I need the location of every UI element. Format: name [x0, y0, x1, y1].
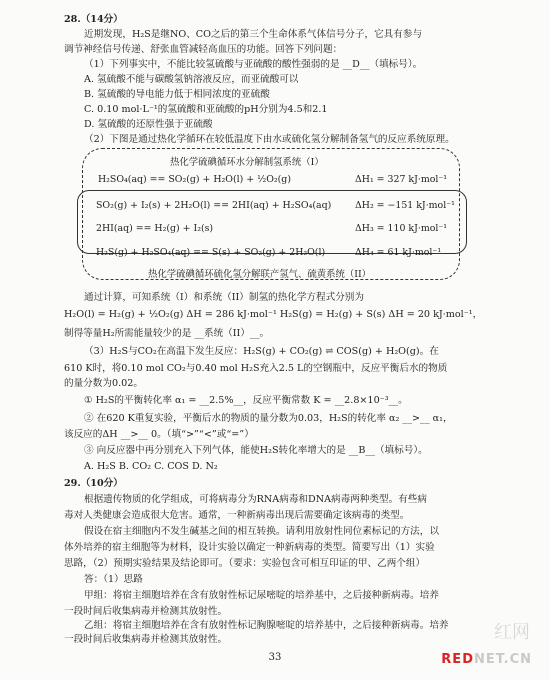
text-line: 调节神经信号传递、舒张血管减轻高血压的功能。回答下列问题： [64, 44, 343, 55]
watermark-rest: NET.CN [473, 652, 532, 667]
text-line: 假设在宿主细胞内不发生碱基之间的相互转换。请利用放射性同位素标记的方法，以 [84, 526, 439, 537]
text-line: 该反应的ΔH __>__ 0。（填“>”“<”或“=”） [64, 429, 254, 440]
question-28-heading: 28.（14分） [64, 14, 123, 25]
enthalpy-4: ΔH₄ = 61 kJ·mol⁻¹ [355, 247, 442, 258]
watermark-logo [441, 652, 532, 667]
question-line: （2）下图是通过热化学循环在较低温度下由水或硫化氢分解制备氢气的反应系统原理。 [84, 134, 455, 145]
text-line: 通过计算，可知系统（I）和系统（II）制氢的热化学方程式分别为 [84, 292, 364, 303]
system-2-label: 热化学硫碘循环硫化氢分解联产氢气、硫黄系统（II） [148, 269, 372, 280]
answer-line: 一段时间后收集病毒并检测其放射性。 [64, 606, 228, 617]
question-line: （1）下列事实中，不能比较氢硫酸与亚硫酸的酸性强弱的是 __D__（填标号）。 [84, 59, 423, 70]
text-line: 根据遗传物质的化学组成，可将病毒分为RNA病毒和DNA病毒两种类型。有些病 [84, 494, 427, 505]
equation-3: 2HI(aq) == H₂(g) + I₂(s) [96, 223, 214, 234]
sub-question-2: ② 在620 K重复实验，平衡后水的物质的量分数为0.03，H₂S的转化率 α₂ __>__ α₁， [84, 413, 453, 424]
option-c: C. 0.10 mol·L⁻¹的氢硫酸和亚硫酸的pH分别为4.5和2.1 [84, 104, 328, 115]
text-line: 610 K时，将0.10 mol CO₂与0.40 mol H₂S充入2.5 L的空钢瓶中，反应平衡后水的物质 [64, 363, 448, 374]
option-d: D. 氢硫酸的还原性强于亚硫酸 [84, 119, 213, 130]
enthalpy-2: ΔH₂ = −151 kJ·mol⁻¹ [355, 200, 455, 211]
text-line: 毒对人类健康会造成很大危害。通常，一种新病毒出现后需要确定该病毒的类型。 [64, 510, 410, 521]
enthalpy-3: ΔH₃ = 110 kJ·mol⁻¹ [355, 223, 448, 234]
enthalpy-1: ΔH₁ = 327 kJ·mol⁻¹ [355, 174, 448, 185]
text-line: 近期发现，H₂S是继NO、CO之后的第三个生命体系气体信号分子，它具有参与 [84, 29, 423, 40]
option-b: B. 氢硫酸的导电能力低于相同浓度的亚硫酸 [84, 89, 270, 100]
text-line: 体外培养的宿主细胞等为材料，设计实验以确定一种新病毒的类型。简要写出（1）实验 [64, 542, 435, 553]
equation-2: SO₂(g) + I₂(s) + 2H₂O(l) == 2HI(aq) + H₂SO₄(aq) [96, 200, 332, 211]
answer-line: 乙组：将宿主细胞培养在含有放射性标记胸腺嘧啶的培养基中，之后接种新病毒。培养 [84, 620, 449, 631]
page-number: 33 [268, 652, 282, 663]
option-a: A. 氢硫酸不能与碳酸氢钠溶液反应，而亚硫酸可以 [84, 74, 299, 85]
question-29-heading: 29.（10分） [64, 478, 123, 489]
sub-question-1: ① H₂S的平衡转化率 α₁ = __2.5%__，反应平衡常数 K = __2.8×10⁻³__。 [84, 395, 408, 406]
options-line: A. H₂S B. CO₂ C. COS D. N₂ [84, 461, 218, 472]
text-line: 思路，（2）预期实验结果及结论即可。（要求：实验包含可相互印证的甲、乙两个组） [64, 558, 426, 569]
answer-equations: H₂O(l) = H₂(g) + ½O₂(g) ΔH = 286 kJ·mol⁻¹ H₂S(g) = H₂(g) + S(s) ΔH = 20 kJ·mol⁻¹， [64, 309, 483, 320]
equation-1: H₂SO₄(aq) == SO₂(g) + H₂O(l) + ½O₂(g) [98, 174, 291, 185]
answer-label: 答：（1）思路 [84, 574, 143, 585]
question-line: （3）H₂S与CO₂在高温下发生反应：H₂S(g) + CO₂(g) ⇌ COS(g) + H₂O(g)。在 [84, 346, 439, 357]
watermark-cn: 红网 [494, 622, 530, 643]
equation-4: H₂S(g) + H₂SO₄(aq) == S(s) + SO₂(g) + 2H₂O(l) [96, 247, 326, 258]
sub-question-3: ③ 向反应器中再分别充入下列气体，能使H₂S转化率增大的是 __B__（填标号）。 [84, 445, 428, 456]
watermark-red: RED [441, 652, 474, 667]
answer-line: 甲组：将宿主细胞培养在含有放射性标记尿嘧啶的培养基中，之后接种新病毒。培养 [84, 590, 439, 601]
text-line: 制得等量H₂所需能量较少的是 __系统（II）__。 [64, 328, 270, 339]
answer-line: 一段时间后收集病毒并检测其放射性。 [64, 634, 228, 645]
text-line: 的量分数为0.02。 [64, 378, 143, 389]
system-1-label: 热化学硫碘循环水分解制氢系统（I） [170, 157, 324, 168]
